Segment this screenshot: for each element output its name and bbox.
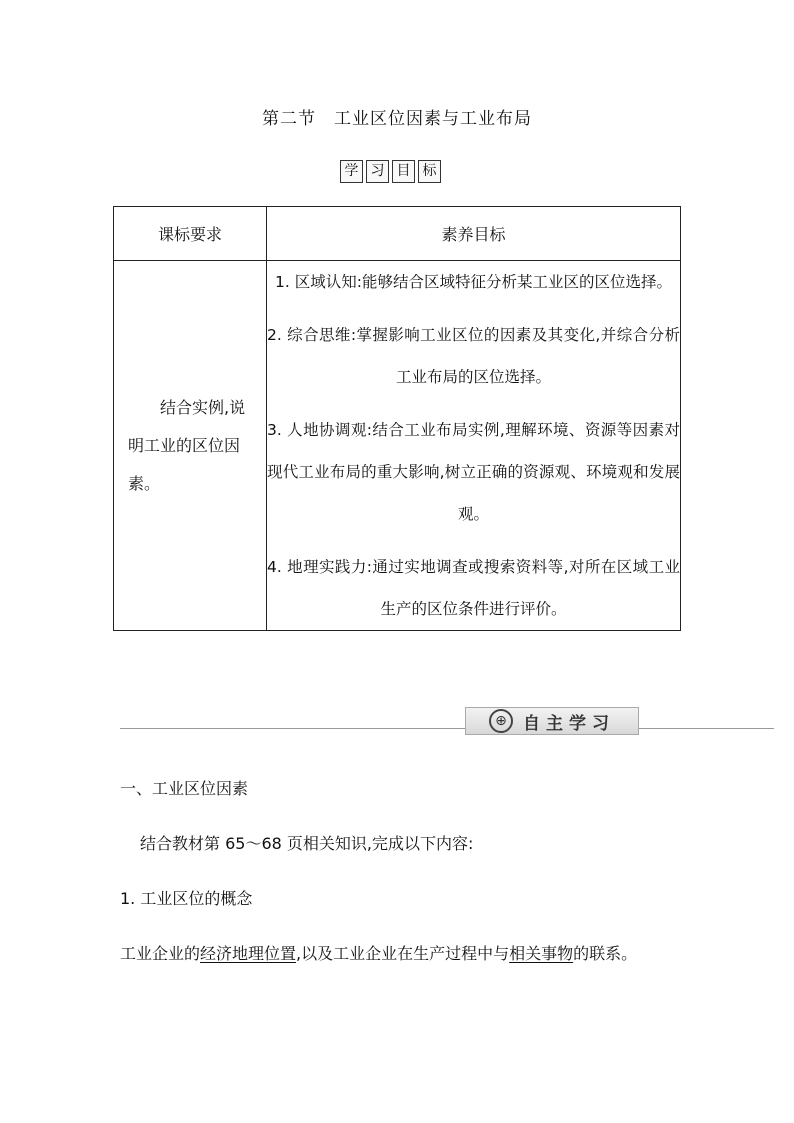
page-title: 第二节 工业区位因素与工业布局: [262, 109, 532, 129]
literacy-item: 4. 地理实践力:通过实地调查或搜索资料等,对所在区域工业生产的区位条件进行评价。: [267, 558, 680, 618]
goals-tag-char: 习: [366, 160, 389, 183]
definition-text: 的联系。: [573, 944, 638, 963]
literacy-item: 3. 人地协调观:结合工业布局实例,理解环境、资源等因素对现代工业布局的重大影响,树立正确的资源观、环境观和发展观。: [267, 421, 680, 523]
table-row: [114, 261, 681, 631]
literacy-cell: [267, 261, 681, 631]
literacy-item: 2. 综合思维:掌握影响工业区位的因素及其变化,并综合分析工业布局的区位选择。: [267, 326, 680, 386]
requirement-text: 结合实例,说明工业的区位因素。: [128, 397, 246, 493]
banner-text: 自主学习: [523, 713, 615, 734]
learning-goals-tag: [340, 160, 441, 183]
header-requirement: 课标要求: [114, 207, 267, 261]
answer-blank: 相关事物: [509, 944, 574, 963]
requirement-cell: [114, 261, 267, 631]
section-heading: 一、工业区位因素: [120, 779, 249, 798]
definition-text: 工业企业的: [120, 944, 201, 963]
answer-blank: 经济地理位置: [200, 944, 297, 963]
definition-text: ,以及工业企业在生产过程中与: [296, 944, 510, 963]
goals-tag-char: 标: [418, 160, 441, 183]
sub-heading: 1. 工业区位的概念: [120, 889, 253, 908]
globe-icon: ⊕: [489, 709, 513, 733]
banner-box: [465, 707, 639, 735]
definition-paragraph: [120, 936, 680, 972]
literacy-item: 1. 区域认知:能够结合区域特征分析某工业区的区位选择。: [275, 273, 672, 291]
self-study-banner: [120, 705, 774, 735]
goals-table: [113, 206, 681, 631]
goals-tag-char: 学: [340, 160, 363, 183]
header-literacy: 素养目标: [267, 207, 681, 261]
goals-tag-char: 目: [392, 160, 415, 183]
section-intro: 结合教材第 65～68 页相关知识,完成以下内容:: [140, 834, 474, 853]
banner-divider: [120, 728, 774, 729]
table-header-row: [114, 207, 681, 261]
